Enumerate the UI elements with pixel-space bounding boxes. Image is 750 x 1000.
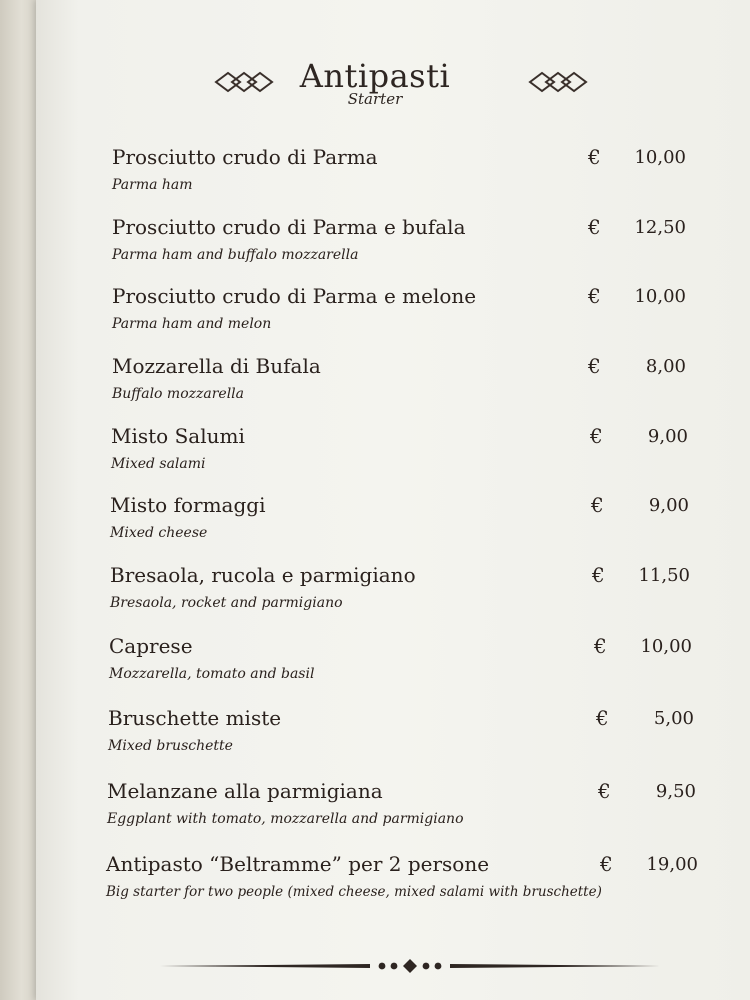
menu-item — [0, 852, 750, 912]
item-name: Misto Salumi — [111, 424, 245, 448]
footer-divider-ornament-icon — [160, 956, 660, 976]
item-name: Bresaola, rucola e parmigiano — [110, 563, 416, 587]
euro-symbol: € — [588, 145, 601, 169]
euro-symbol: € — [592, 563, 605, 587]
item-price: 10,00 — [640, 636, 692, 657]
item-description: Parma ham and buffalo mozzarella — [112, 247, 359, 263]
item-description: Parma ham — [112, 177, 193, 193]
menu-header — [0, 58, 750, 108]
menu-item — [0, 634, 750, 694]
page-subtitle: Starter — [347, 90, 403, 108]
page-title: Antipasti — [299, 57, 451, 95]
item-description: Mozzarella, tomato and basil — [109, 666, 315, 682]
euro-symbol: € — [594, 634, 607, 658]
item-price: 19,00 — [646, 854, 698, 875]
item-price: 5,00 — [653, 708, 694, 729]
euro-symbol: € — [588, 215, 601, 239]
euro-symbol: € — [600, 852, 613, 876]
euro-symbol: € — [588, 354, 601, 378]
menu-item — [0, 145, 750, 205]
item-description: Parma ham and melon — [112, 316, 272, 332]
menu-item — [0, 215, 750, 275]
item-description: Bresaola, rocket and parmigiano — [110, 595, 343, 611]
item-name: Misto formaggi — [110, 493, 266, 517]
menu-item — [0, 424, 750, 484]
item-description: Big starter for two people (mixed cheese, mixed salami with bruschette) — [106, 884, 602, 900]
item-name: Bruschette miste — [108, 706, 282, 730]
item-name: Prosciutto crudo di Parma — [112, 145, 378, 169]
item-price: 11,50 — [638, 565, 690, 586]
item-price: 10,00 — [634, 286, 686, 307]
menu-item — [0, 779, 750, 839]
item-name: Mozzarella di Bufala — [112, 354, 321, 378]
item-name: Antipasto “Beltramme” per 2 persone — [106, 852, 490, 876]
item-description: Buffalo mozzarella — [112, 386, 245, 402]
euro-symbol: € — [588, 284, 601, 308]
item-price: 8,00 — [645, 356, 686, 377]
euro-symbol: € — [591, 493, 604, 517]
item-description: Mixed salami — [111, 456, 206, 472]
item-price: 9,00 — [648, 495, 689, 516]
item-name: Melanzane alla parmigiana — [107, 779, 383, 803]
menu-item — [0, 354, 750, 414]
item-name: Prosciutto crudo di Parma e melone — [112, 284, 477, 308]
item-name: Prosciutto crudo di Parma e bufala — [112, 215, 466, 239]
item-description: Mixed cheese — [110, 525, 208, 541]
menu-item — [0, 563, 750, 623]
item-price: 10,00 — [634, 147, 686, 168]
menu-item — [0, 493, 750, 553]
menu-item — [0, 284, 750, 344]
item-price: 9,50 — [655, 781, 696, 802]
item-name: Caprese — [109, 634, 193, 658]
euro-symbol: € — [598, 779, 611, 803]
item-price: 9,00 — [647, 426, 688, 447]
item-description: Mixed bruschette — [108, 738, 233, 754]
menu-item — [0, 706, 750, 766]
euro-symbol: € — [590, 424, 603, 448]
item-price: 12,50 — [634, 217, 686, 238]
item-description: Eggplant with tomato, mozzarella and parmigiano — [107, 811, 464, 827]
euro-symbol: € — [596, 706, 609, 730]
